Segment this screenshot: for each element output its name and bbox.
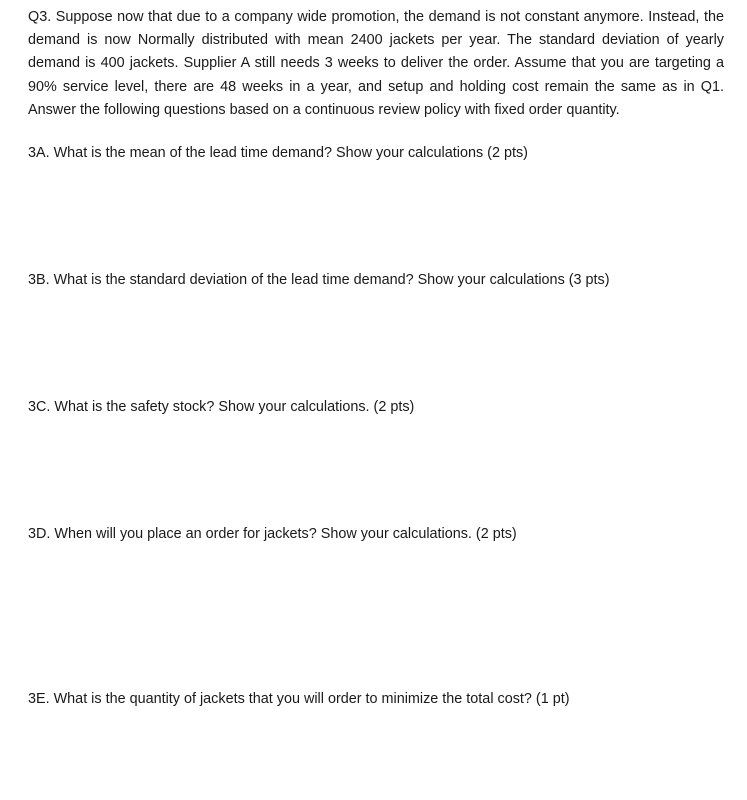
question-3e: 3E. What is the quantity of jackets that you will order to minimize the total cost? (1 pt) [28,691,570,707]
question-3b: 3B. What is the standard deviation of the lead time demand? Show your calculations (3 pts) [28,272,610,288]
question-3d: 3D. When will you place an order for jackets? Show your calculations. (2 pts) [28,526,517,542]
question-3c: 3C. What is the safety stock? Show your calculations. (2 pts) [28,399,415,415]
question-3a: 3A. What is the mean of the lead time demand? Show your calculations (2 pts) [28,145,528,161]
question-3-intro: Q3. Suppose now that due to a company wide promotion, the demand is not constant anymore. Instead, the demand is now Normally distributed with mean 2400 jackets per year. The standard deviation of yearly demand is 400 jackets. Supplier A still needs 3 weeks to deliver the order. Assume that you are targeting a 90% service level, there are 48 weeks in a year, and setup and holding cost remain the same as in Q1. Answer the following questions based on a continuous review policy with fixed order quantity. [28,9,724,118]
